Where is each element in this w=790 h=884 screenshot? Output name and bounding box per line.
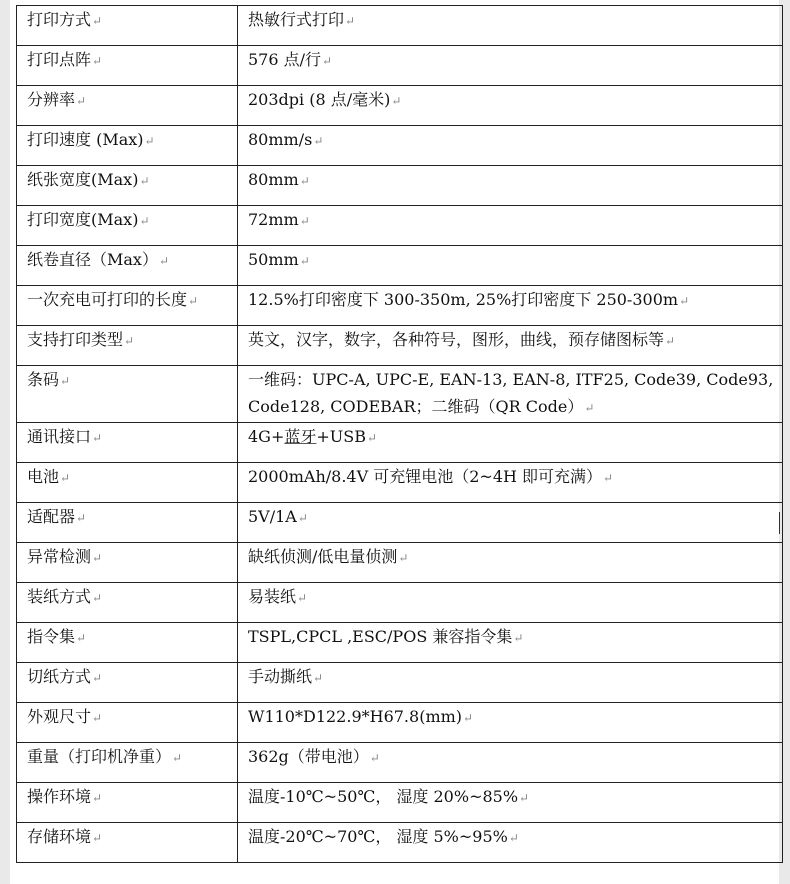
value-cell[interactable] xyxy=(238,503,783,543)
spec-table xyxy=(16,5,783,863)
row-value: 手动撕纸 xyxy=(248,667,313,686)
paragraph-mark-icon: ↵ xyxy=(92,431,103,445)
row-value: 50mm xyxy=(248,250,299,269)
label-cell[interactable] xyxy=(17,286,238,326)
row-label: 纸卷直径（Max） xyxy=(27,250,158,269)
paragraph-mark-icon: ↵ xyxy=(158,254,170,268)
table-row xyxy=(17,126,783,166)
label-cell[interactable] xyxy=(17,326,238,366)
label-cell[interactable] xyxy=(17,246,238,286)
paragraph-mark-icon: ↵ xyxy=(297,591,308,605)
row-label: 打印方式 xyxy=(27,10,92,29)
table-row xyxy=(17,6,783,46)
value-cell[interactable] xyxy=(238,166,783,206)
row-value: 12.5%打印密度下 300-350m, 25%打印密度下 250-300m xyxy=(248,290,679,309)
row-label: 打印速度 (Max) xyxy=(27,130,144,149)
label-cell[interactable] xyxy=(17,623,238,663)
paragraph-mark-icon: ↵ xyxy=(76,631,87,645)
label-cell[interactable] xyxy=(17,663,238,703)
paragraph-mark-icon: ↵ xyxy=(584,401,595,415)
row-value-underlined: 蓝牙 xyxy=(284,427,317,446)
paragraph-mark-icon: ↵ xyxy=(313,671,324,685)
row-label: 异常检测 xyxy=(27,547,92,566)
label-cell[interactable] xyxy=(17,543,238,583)
paragraph-mark-icon: ↵ xyxy=(345,14,356,28)
paragraph-mark-icon: ↵ xyxy=(92,671,103,685)
label-cell[interactable] xyxy=(17,503,238,543)
paragraph-mark-icon: ↵ xyxy=(92,591,103,605)
paragraph-mark-icon: ↵ xyxy=(188,294,199,308)
label-cell[interactable] xyxy=(17,703,238,743)
table-row xyxy=(17,463,783,503)
paragraph-mark-icon: ↵ xyxy=(463,711,474,725)
label-cell[interactable] xyxy=(17,783,238,823)
table-row xyxy=(17,503,783,543)
row-value: 温度-20℃~70℃， 湿度 5%~95% xyxy=(248,827,508,846)
table-row xyxy=(17,703,783,743)
label-cell[interactable] xyxy=(17,6,238,46)
value-cell[interactable] xyxy=(238,583,783,623)
row-label: 分辨率 xyxy=(27,90,76,109)
table-row xyxy=(17,286,783,326)
row-label: 打印宽度(Max) xyxy=(27,210,139,229)
value-cell[interactable] xyxy=(238,783,783,823)
paragraph-mark-icon: ↵ xyxy=(322,54,333,68)
label-cell[interactable] xyxy=(17,463,238,503)
label-cell[interactable] xyxy=(17,743,238,783)
table-row xyxy=(17,743,783,783)
paragraph-mark-icon: ↵ xyxy=(139,214,150,228)
label-cell[interactable] xyxy=(17,583,238,623)
value-cell[interactable] xyxy=(238,463,783,503)
paragraph-mark-icon: ↵ xyxy=(398,551,409,565)
row-value: TSPL,CPCL ,ESC/POS 兼容指令集 xyxy=(248,627,513,646)
table-row xyxy=(17,86,783,126)
row-label: 一次充电可打印的长度 xyxy=(27,290,188,309)
paragraph-mark-icon: ↵ xyxy=(603,471,614,485)
table-row xyxy=(17,583,783,623)
paragraph-mark-icon: ↵ xyxy=(92,791,103,805)
row-label: 指令集 xyxy=(27,627,76,646)
paragraph-mark-icon: ↵ xyxy=(76,511,87,525)
paragraph-mark-icon: ↵ xyxy=(299,214,310,228)
row-label: 支持打印类型 xyxy=(27,330,124,349)
value-cell[interactable] xyxy=(238,823,783,863)
paragraph-mark-icon: ↵ xyxy=(519,791,530,805)
label-cell[interactable] xyxy=(17,86,238,126)
row-value: 203dpi (8 点/毫米) xyxy=(248,90,391,109)
row-value: 72mm xyxy=(248,210,299,229)
table-row xyxy=(17,823,783,863)
table-row xyxy=(17,326,783,366)
paragraph-mark-icon: ↵ xyxy=(124,334,135,348)
paragraph-mark-icon: ↵ xyxy=(679,294,690,308)
table-row xyxy=(17,543,783,583)
value-cell[interactable] xyxy=(238,246,783,286)
row-label: 重量（打印机净重） xyxy=(27,747,172,766)
paragraph-mark-icon: ↵ xyxy=(299,254,310,268)
paragraph-mark-icon: ↵ xyxy=(144,134,155,148)
label-cell[interactable] xyxy=(17,423,238,463)
paragraph-mark-icon: ↵ xyxy=(313,134,324,148)
value-cell[interactable] xyxy=(238,743,783,783)
row-value: 热敏行式打印 xyxy=(248,10,345,29)
table-row xyxy=(17,783,783,823)
row-label: 打印点阵 xyxy=(27,50,92,69)
value-cell[interactable] xyxy=(238,86,783,126)
value-cell[interactable] xyxy=(238,366,783,423)
label-cell[interactable] xyxy=(17,46,238,86)
row-label: 条码 xyxy=(27,370,60,389)
row-value: 5V/1A xyxy=(248,507,297,526)
table-row xyxy=(17,623,783,663)
row-value: 易装纸 xyxy=(248,587,297,606)
value-cell[interactable] xyxy=(238,423,783,463)
row-value: W110*D122.9*H67.8(mm) xyxy=(248,707,463,726)
value-cell[interactable] xyxy=(238,543,783,583)
table-row xyxy=(17,423,783,463)
row-value-prefix: 4G+ xyxy=(248,427,285,446)
value-cell[interactable] xyxy=(238,703,783,743)
label-cell[interactable] xyxy=(17,206,238,246)
value-cell[interactable] xyxy=(238,286,783,326)
row-label: 切纸方式 xyxy=(27,667,92,686)
row-value: 80mm xyxy=(248,170,299,189)
paragraph-mark-icon: ↵ xyxy=(369,751,380,765)
value-cell[interactable] xyxy=(238,326,783,366)
paragraph-mark-icon: ↵ xyxy=(92,831,103,845)
row-label: 操作环境 xyxy=(27,787,92,806)
paragraph-mark-icon: ↵ xyxy=(60,374,71,388)
table-row xyxy=(17,46,783,86)
row-value: 2000mAh/8.4V 可充锂电池（2~4H 即可充满） xyxy=(248,467,603,486)
table-row xyxy=(17,246,783,286)
row-value: 英文，汉字，数字，各种符号，图形，曲线，预存储图标等 xyxy=(248,330,665,349)
row-value-suffix: +USB xyxy=(316,427,366,446)
paragraph-mark-icon: ↵ xyxy=(665,334,676,348)
row-value: 缺纸侦测/低电量侦测 xyxy=(248,547,398,566)
row-value: 576 点/行 xyxy=(248,50,322,69)
paragraph-mark-icon: ↵ xyxy=(508,831,519,845)
paragraph-mark-icon: ↵ xyxy=(391,94,402,108)
row-label: 通讯接口 xyxy=(27,427,92,446)
paragraph-mark-icon: ↵ xyxy=(92,711,103,725)
label-cell[interactable] xyxy=(17,126,238,166)
paragraph-mark-icon: ↵ xyxy=(297,511,308,525)
table-row xyxy=(17,206,783,246)
value-cell[interactable] xyxy=(238,663,783,703)
row-value: 一维码：UPC-A, UPC-E, EAN-13, EAN-8, ITF25, Code39, Code93, Code128, CODEBAR；二维码（QR Code） xyxy=(248,370,774,416)
paragraph-mark-icon: ↵ xyxy=(76,94,87,108)
row-label: 外观尺寸 xyxy=(27,707,92,726)
text-cursor xyxy=(779,512,780,534)
label-cell[interactable] xyxy=(17,366,238,423)
row-value: 362g（带电池） xyxy=(248,747,369,766)
value-cell[interactable] xyxy=(238,623,783,663)
row-value: 80mm/s xyxy=(248,130,313,149)
value-cell[interactable] xyxy=(238,6,783,46)
paragraph-mark-icon: ↵ xyxy=(172,751,183,765)
value-cell[interactable] xyxy=(238,126,783,166)
row-label: 电池 xyxy=(27,467,60,486)
table-row xyxy=(17,166,783,206)
document-page xyxy=(10,0,779,884)
value-cell[interactable] xyxy=(238,206,783,246)
paragraph-mark-icon: ↵ xyxy=(92,54,103,68)
value-cell[interactable] xyxy=(238,46,783,86)
table-row xyxy=(17,366,783,423)
paragraph-mark-icon: ↵ xyxy=(367,431,378,445)
row-label: 纸张宽度(Max) xyxy=(27,170,139,189)
label-cell[interactable] xyxy=(17,823,238,863)
paragraph-mark-icon: ↵ xyxy=(60,471,71,485)
row-value: 温度-10℃~50℃， 湿度 20%~85% xyxy=(248,787,519,806)
paragraph-mark-icon: ↵ xyxy=(513,631,524,645)
paragraph-mark-icon: ↵ xyxy=(299,174,310,188)
paragraph-mark-icon: ↵ xyxy=(92,551,103,565)
paragraph-mark-icon: ↵ xyxy=(92,14,103,28)
paragraph-mark-icon: ↵ xyxy=(139,174,150,188)
label-cell[interactable] xyxy=(17,166,238,206)
table-row xyxy=(17,663,783,703)
row-label: 存储环境 xyxy=(27,827,92,846)
row-label: 装纸方式 xyxy=(27,587,92,606)
row-label: 适配器 xyxy=(27,507,76,526)
